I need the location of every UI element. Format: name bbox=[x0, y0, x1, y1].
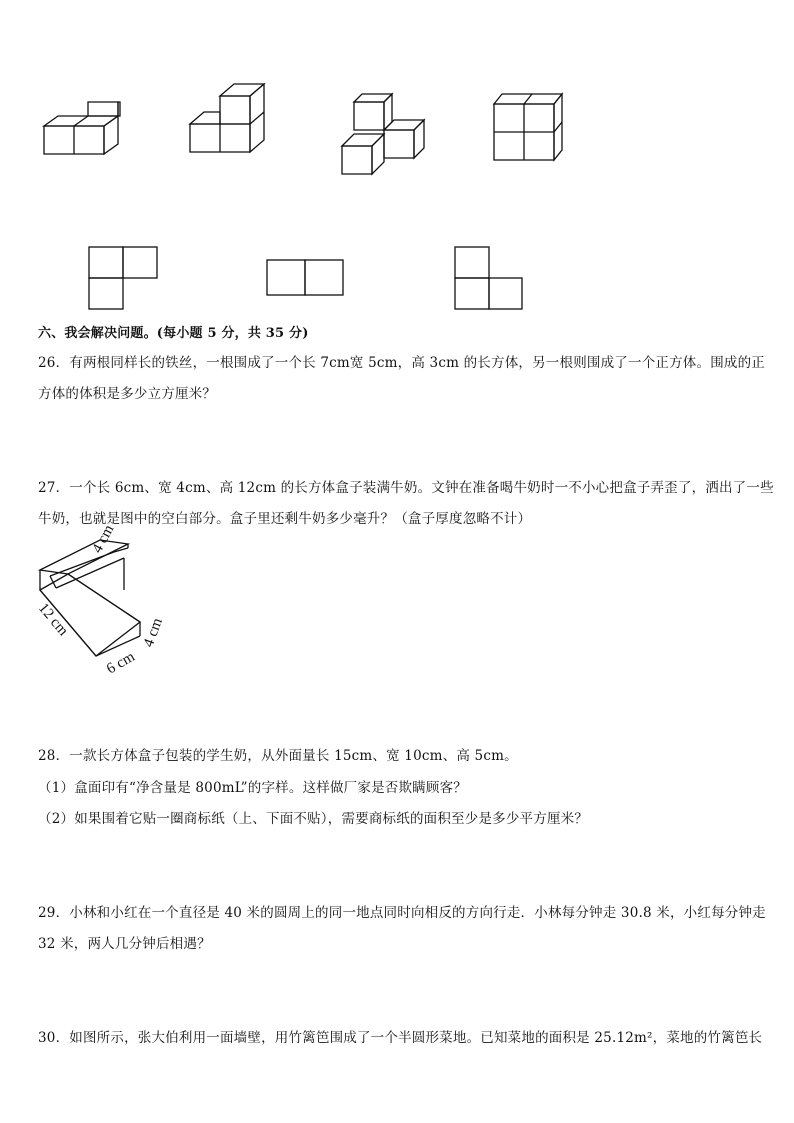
section-heading: 六、我会解决问题。(每小题 5 分，共 35 分) bbox=[38, 326, 309, 341]
question-26-line-2: 方体的体积是多少立方厘米？ bbox=[38, 386, 217, 402]
question-26-line-1: 26．有两根同样长的铁丝，一根围成了一个长 7cm宽 5cm，高 3cm 的长方体，另一根则围成了一个正方体。围成的正 bbox=[38, 355, 765, 371]
cube-solid-figure-2 bbox=[186, 82, 266, 158]
figure-label-right: 4 cm bbox=[140, 616, 166, 650]
question-28-line-2: （1）盒面印有“净含量是 800mL”的字样。这样做厂家是否欺瞒顾客？ bbox=[38, 780, 467, 796]
question-29-line-2: 32 米，两人几分钟后相遇？ bbox=[38, 936, 211, 952]
milk-box-figure bbox=[30, 522, 170, 680]
cube-solid-figure-4 bbox=[490, 88, 570, 164]
question-29-line-1: 29．小林和小红在一个直径是 40 米的圆周上的同一地点同时向相反的方向行走．小林每分钟走 30.8 米，小红每分钟走 bbox=[38, 905, 766, 921]
view-figure-l-shape bbox=[86, 244, 160, 312]
question-28-line-1: 28．一款长方体盒子包装的学生奶，从外面量长 15cm、宽 10cm、高 5cm。 bbox=[38, 748, 518, 764]
view-figure-l-shape-2 bbox=[452, 244, 526, 312]
cube-solid-figure-3 bbox=[338, 90, 434, 178]
figure-label-left: 12 cm bbox=[34, 600, 72, 639]
question-28-line-3: （2）如果围着它贴一圈商标纸（上、下面不贴），需要商标纸的面积至少是多少平方厘米？ bbox=[38, 811, 589, 827]
question-27-line-2: 牛奶，也就是图中的空白部分。盒子里还剩牛奶多少毫升？（盒子厚度忽略不计） bbox=[38, 511, 532, 527]
question-30-line-1: 30．如图所示，张大伯利用一面墙壁，用竹篱笆围成了一个半圆形菜地。已知菜地的面积是 25.12m²，菜地的竹篱笆长 bbox=[38, 1030, 763, 1046]
figure-label-top: 4 cm bbox=[89, 522, 118, 556]
view-figure-two-squares bbox=[264, 257, 348, 299]
figure-label-bottom: 6 cm bbox=[104, 648, 138, 678]
question-27-line-1: 27．一个长 6cm、宽 4cm、高 12cm 的长方体盒子装满牛奶。文钟在准备喝牛奶时一不小心把盒子弄歪了，洒出了一些 bbox=[38, 480, 774, 496]
cube-solid-figure-1 bbox=[40, 96, 130, 160]
